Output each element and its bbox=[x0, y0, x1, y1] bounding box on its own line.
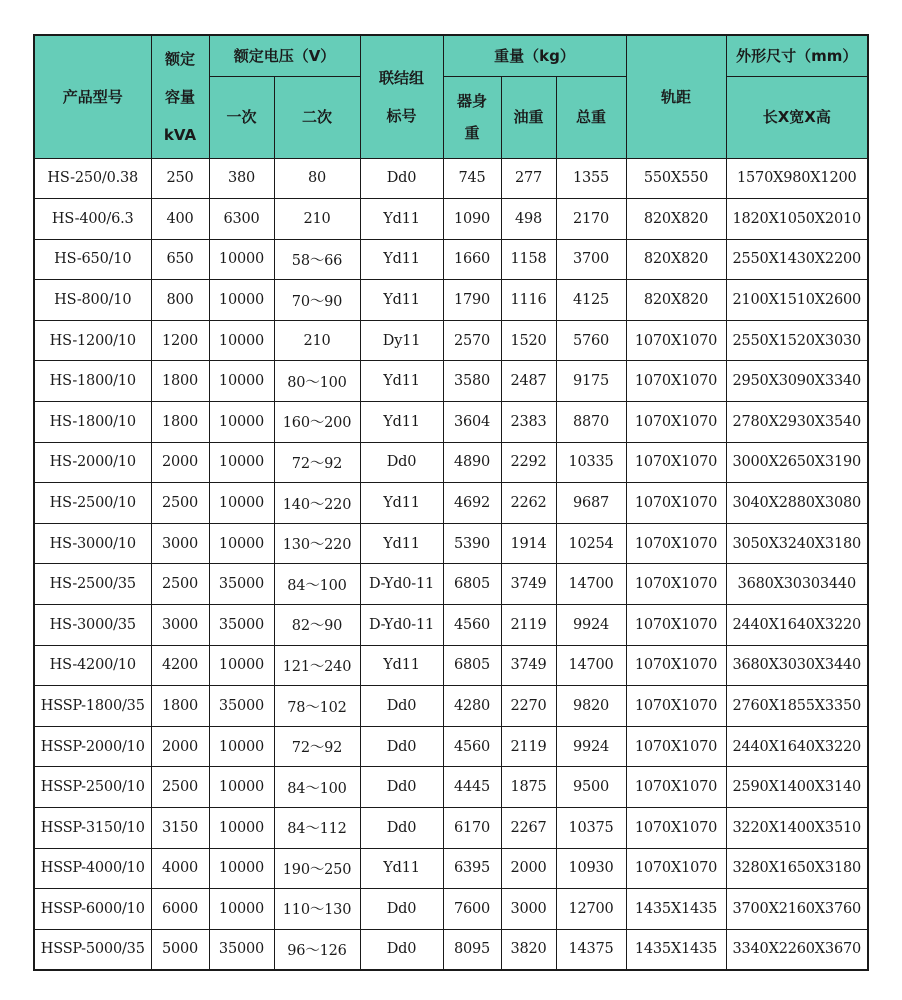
cell-model: HS-2500/35 bbox=[34, 564, 151, 605]
cell-voltage-primary: 10000 bbox=[209, 361, 274, 402]
cell-connection: Yd11 bbox=[360, 280, 443, 321]
cell-weight-total: 4125 bbox=[556, 280, 626, 321]
cell-voltage-secondary: 96～126 bbox=[274, 929, 360, 970]
cell-dims: 3340X2260X3670 bbox=[726, 929, 868, 970]
cell-weight-oil: 277 bbox=[501, 158, 556, 199]
cell-voltage-primary: 380 bbox=[209, 158, 274, 199]
cell-capacity: 1800 bbox=[151, 361, 209, 402]
header-capacity-line3: kVA bbox=[163, 125, 197, 144]
cell-gauge: 1070X1070 bbox=[626, 361, 726, 402]
cell-weight-body: 6805 bbox=[443, 645, 501, 686]
cell-model: HS-4200/10 bbox=[34, 645, 151, 686]
cell-weight-body: 4692 bbox=[443, 483, 501, 524]
cell-weight-total: 8870 bbox=[556, 402, 626, 443]
cell-voltage-primary: 35000 bbox=[209, 929, 274, 970]
cell-dims: 2440X1640X3220 bbox=[726, 605, 868, 646]
cell-weight-oil: 2119 bbox=[501, 726, 556, 767]
cell-weight-total: 12700 bbox=[556, 889, 626, 930]
cell-weight-body: 4890 bbox=[443, 442, 501, 483]
cell-voltage-primary: 10000 bbox=[209, 483, 274, 524]
cell-connection: Yd11 bbox=[360, 645, 443, 686]
cell-gauge: 1070X1070 bbox=[626, 848, 726, 889]
cell-voltage-secondary: 72～92 bbox=[274, 726, 360, 767]
cell-weight-total: 10335 bbox=[556, 442, 626, 483]
table-row bbox=[34, 442, 868, 483]
header-voltage-group: 额定电压（V） bbox=[209, 35, 360, 76]
cell-dims: 3680X3030X3440 bbox=[726, 645, 868, 686]
cell-capacity: 250 bbox=[151, 158, 209, 199]
cell-weight-body: 1090 bbox=[443, 199, 501, 240]
table-row bbox=[34, 239, 868, 280]
cell-capacity: 1800 bbox=[151, 402, 209, 443]
cell-dims: 3050X3240X3180 bbox=[726, 523, 868, 564]
cell-voltage-primary: 10000 bbox=[209, 523, 274, 564]
table-row bbox=[34, 564, 868, 605]
cell-connection: D-Yd0-11 bbox=[360, 605, 443, 646]
cell-voltage-secondary: 140～220 bbox=[274, 483, 360, 524]
cell-dims: 2950X3090X3340 bbox=[726, 361, 868, 402]
cell-gauge: 550X550 bbox=[626, 158, 726, 199]
cell-weight-total: 14700 bbox=[556, 564, 626, 605]
cell-weight-oil: 2270 bbox=[501, 686, 556, 727]
cell-voltage-secondary: 110～130 bbox=[274, 889, 360, 930]
cell-voltage-primary: 35000 bbox=[209, 605, 274, 646]
cell-gauge: 1070X1070 bbox=[626, 767, 726, 808]
cell-dims: 3040X2880X3080 bbox=[726, 483, 868, 524]
cell-voltage-secondary: 84～112 bbox=[274, 808, 360, 849]
cell-voltage-primary: 10000 bbox=[209, 808, 274, 849]
header-weight-total: 总重 bbox=[556, 76, 626, 158]
cell-model: HS-2500/10 bbox=[34, 483, 151, 524]
cell-model: HS-400/6.3 bbox=[34, 199, 151, 240]
cell-gauge: 1070X1070 bbox=[626, 726, 726, 767]
cell-connection: Yd11 bbox=[360, 848, 443, 889]
cell-weight-total: 9820 bbox=[556, 686, 626, 727]
cell-weight-oil: 2383 bbox=[501, 402, 556, 443]
cell-dims: 3700X2160X3760 bbox=[726, 889, 868, 930]
cell-voltage-secondary: 84～100 bbox=[274, 767, 360, 808]
cell-voltage-secondary: 130～220 bbox=[274, 523, 360, 564]
cell-voltage-secondary: 80～100 bbox=[274, 361, 360, 402]
cell-weight-total: 5760 bbox=[556, 320, 626, 361]
cell-gauge: 820X820 bbox=[626, 239, 726, 280]
table-row bbox=[34, 402, 868, 443]
cell-weight-oil: 1520 bbox=[501, 320, 556, 361]
header-capacity bbox=[151, 35, 209, 158]
cell-voltage-primary: 10000 bbox=[209, 280, 274, 321]
cell-weight-total: 3700 bbox=[556, 239, 626, 280]
cell-capacity: 1800 bbox=[151, 686, 209, 727]
cell-gauge: 1070X1070 bbox=[626, 564, 726, 605]
cell-weight-total: 9924 bbox=[556, 605, 626, 646]
cell-weight-body: 6395 bbox=[443, 848, 501, 889]
cell-gauge: 1070X1070 bbox=[626, 483, 726, 524]
cell-dims: 3000X2650X3190 bbox=[726, 442, 868, 483]
header-weight-body-line1: 器身 bbox=[456, 92, 487, 110]
cell-weight-total: 14700 bbox=[556, 645, 626, 686]
cell-gauge: 1435X1435 bbox=[626, 929, 726, 970]
cell-weight-body: 745 bbox=[443, 158, 501, 199]
cell-weight-total: 10930 bbox=[556, 848, 626, 889]
table-row bbox=[34, 645, 868, 686]
cell-weight-oil: 3000 bbox=[501, 889, 556, 930]
table-row bbox=[34, 726, 868, 767]
cell-weight-total: 10254 bbox=[556, 523, 626, 564]
cell-capacity: 2500 bbox=[151, 483, 209, 524]
cell-connection: Yd11 bbox=[360, 199, 443, 240]
cell-weight-body: 5390 bbox=[443, 523, 501, 564]
table-row bbox=[34, 929, 868, 970]
header-capacity-line1: 额定 bbox=[164, 49, 195, 68]
cell-connection: D-Yd0-11 bbox=[360, 564, 443, 605]
cell-voltage-secondary: 210 bbox=[274, 320, 360, 361]
cell-voltage-primary: 10000 bbox=[209, 239, 274, 280]
cell-model: HS-1800/10 bbox=[34, 361, 151, 402]
cell-voltage-secondary: 78～102 bbox=[274, 686, 360, 727]
cell-model: HSSP-4000/10 bbox=[34, 848, 151, 889]
cell-voltage-primary: 10000 bbox=[209, 402, 274, 443]
cell-dims: 3680X30303440 bbox=[726, 564, 868, 605]
header-dims-group: 外形尺寸（mm） bbox=[726, 35, 868, 76]
cell-gauge: 1070X1070 bbox=[626, 442, 726, 483]
table-row bbox=[34, 686, 868, 727]
cell-voltage-secondary: 121～240 bbox=[274, 645, 360, 686]
cell-capacity: 800 bbox=[151, 280, 209, 321]
table-row bbox=[34, 320, 868, 361]
cell-voltage-primary: 10000 bbox=[209, 645, 274, 686]
cell-weight-oil: 2292 bbox=[501, 442, 556, 483]
cell-gauge: 1070X1070 bbox=[626, 605, 726, 646]
cell-dims: 2100X1510X2600 bbox=[726, 280, 868, 321]
cell-capacity: 3000 bbox=[151, 523, 209, 564]
cell-weight-body: 4445 bbox=[443, 767, 501, 808]
table-row bbox=[34, 158, 868, 199]
table-body bbox=[34, 158, 868, 970]
cell-weight-body: 2570 bbox=[443, 320, 501, 361]
cell-model: HS-800/10 bbox=[34, 280, 151, 321]
cell-gauge: 1070X1070 bbox=[626, 808, 726, 849]
cell-dims: 2590X1400X3140 bbox=[726, 767, 868, 808]
cell-connection: Dy11 bbox=[360, 320, 443, 361]
cell-dims: 2550X1520X3030 bbox=[726, 320, 868, 361]
cell-dims: 3220X1400X3510 bbox=[726, 808, 868, 849]
cell-model: HS-1200/10 bbox=[34, 320, 151, 361]
cell-voltage-secondary: 58～66 bbox=[274, 239, 360, 280]
cell-capacity: 1200 bbox=[151, 320, 209, 361]
cell-capacity: 400 bbox=[151, 199, 209, 240]
cell-voltage-secondary: 70～90 bbox=[274, 280, 360, 321]
cell-model: HS-650/10 bbox=[34, 239, 151, 280]
cell-weight-oil: 1116 bbox=[501, 280, 556, 321]
cell-voltage-secondary: 210 bbox=[274, 199, 360, 240]
transformer-spec-table bbox=[33, 34, 869, 971]
cell-voltage-secondary: 190～250 bbox=[274, 848, 360, 889]
cell-voltage-secondary: 80 bbox=[274, 158, 360, 199]
cell-gauge: 1070X1070 bbox=[626, 686, 726, 727]
cell-weight-total: 9687 bbox=[556, 483, 626, 524]
cell-dims: 1820X1050X2010 bbox=[726, 199, 868, 240]
cell-model: HS-250/0.38 bbox=[34, 158, 151, 199]
cell-capacity: 650 bbox=[151, 239, 209, 280]
cell-connection: Dd0 bbox=[360, 889, 443, 930]
cell-gauge: 1070X1070 bbox=[626, 523, 726, 564]
cell-weight-total: 10375 bbox=[556, 808, 626, 849]
cell-capacity: 6000 bbox=[151, 889, 209, 930]
cell-model: HS-1800/10 bbox=[34, 402, 151, 443]
cell-weight-oil: 2000 bbox=[501, 848, 556, 889]
cell-dims: 1570X980X1200 bbox=[726, 158, 868, 199]
cell-weight-total: 9175 bbox=[556, 361, 626, 402]
cell-weight-total: 2170 bbox=[556, 199, 626, 240]
cell-capacity: 3000 bbox=[151, 605, 209, 646]
cell-weight-total: 9500 bbox=[556, 767, 626, 808]
cell-weight-oil: 2487 bbox=[501, 361, 556, 402]
cell-weight-body: 7600 bbox=[443, 889, 501, 930]
cell-weight-body: 4560 bbox=[443, 726, 501, 767]
cell-voltage-secondary: 72～92 bbox=[274, 442, 360, 483]
cell-weight-body: 6170 bbox=[443, 808, 501, 849]
header-weight-group: 重量（kg） bbox=[443, 35, 626, 76]
cell-weight-oil: 3820 bbox=[501, 929, 556, 970]
cell-connection: Dd0 bbox=[360, 442, 443, 483]
cell-voltage-primary: 10000 bbox=[209, 848, 274, 889]
cell-weight-oil: 2267 bbox=[501, 808, 556, 849]
table-row bbox=[34, 605, 868, 646]
cell-voltage-primary: 10000 bbox=[209, 442, 274, 483]
header-weight-body bbox=[443, 76, 501, 158]
cell-weight-oil: 3749 bbox=[501, 564, 556, 605]
cell-weight-body: 3604 bbox=[443, 402, 501, 443]
cell-model: HSSP-3150/10 bbox=[34, 808, 151, 849]
cell-capacity: 3150 bbox=[151, 808, 209, 849]
cell-model: HSSP-2000/10 bbox=[34, 726, 151, 767]
cell-voltage-primary: 10000 bbox=[209, 726, 274, 767]
cell-model: HSSP-1800/35 bbox=[34, 686, 151, 727]
cell-capacity: 2000 bbox=[151, 442, 209, 483]
cell-connection: Yd11 bbox=[360, 523, 443, 564]
header-connection-line1: 联结组 bbox=[378, 68, 424, 87]
cell-connection: Yd11 bbox=[360, 361, 443, 402]
cell-weight-oil: 1158 bbox=[501, 239, 556, 280]
cell-capacity: 5000 bbox=[151, 929, 209, 970]
cell-weight-body: 1660 bbox=[443, 239, 501, 280]
cell-voltage-secondary: 84～100 bbox=[274, 564, 360, 605]
header-gauge: 轨距 bbox=[626, 35, 726, 158]
cell-dims: 2440X1640X3220 bbox=[726, 726, 868, 767]
header-dims-sub: 长X宽X高 bbox=[726, 76, 868, 158]
table-row bbox=[34, 523, 868, 564]
header-voltage-primary: 一次 bbox=[209, 76, 274, 158]
cell-capacity: 4200 bbox=[151, 645, 209, 686]
cell-model: HSSP-6000/10 bbox=[34, 889, 151, 930]
cell-weight-body: 3580 bbox=[443, 361, 501, 402]
cell-weight-body: 6805 bbox=[443, 564, 501, 605]
cell-weight-body: 8095 bbox=[443, 929, 501, 970]
cell-voltage-primary: 10000 bbox=[209, 889, 274, 930]
cell-gauge: 1435X1435 bbox=[626, 889, 726, 930]
cell-gauge: 1070X1070 bbox=[626, 320, 726, 361]
cell-capacity: 2000 bbox=[151, 726, 209, 767]
cell-connection: Dd0 bbox=[360, 158, 443, 199]
cell-connection: Yd11 bbox=[360, 402, 443, 443]
cell-model: HS-2000/10 bbox=[34, 442, 151, 483]
cell-connection: Dd0 bbox=[360, 686, 443, 727]
cell-connection: Dd0 bbox=[360, 726, 443, 767]
cell-weight-total: 14375 bbox=[556, 929, 626, 970]
header-model: 产品型号 bbox=[34, 35, 151, 158]
cell-weight-oil: 2262 bbox=[501, 483, 556, 524]
cell-gauge: 820X820 bbox=[626, 280, 726, 321]
cell-voltage-primary: 6300 bbox=[209, 199, 274, 240]
cell-connection: Dd0 bbox=[360, 808, 443, 849]
cell-dims: 3280X1650X3180 bbox=[726, 848, 868, 889]
cell-connection: Dd0 bbox=[360, 929, 443, 970]
cell-gauge: 820X820 bbox=[626, 199, 726, 240]
cell-weight-oil: 1875 bbox=[501, 767, 556, 808]
header-connection-line2: 标号 bbox=[386, 106, 417, 125]
cell-model: HSSP-2500/10 bbox=[34, 767, 151, 808]
table-row bbox=[34, 483, 868, 524]
cell-weight-oil: 498 bbox=[501, 199, 556, 240]
header-voltage-secondary: 二次 bbox=[274, 76, 360, 158]
cell-gauge: 1070X1070 bbox=[626, 402, 726, 443]
cell-connection: Yd11 bbox=[360, 483, 443, 524]
cell-gauge: 1070X1070 bbox=[626, 645, 726, 686]
table-row bbox=[34, 280, 868, 321]
table-row bbox=[34, 361, 868, 402]
table-header bbox=[34, 35, 868, 158]
cell-connection: Yd11 bbox=[360, 239, 443, 280]
cell-model: HS-3000/10 bbox=[34, 523, 151, 564]
cell-weight-oil: 3749 bbox=[501, 645, 556, 686]
cell-voltage-primary: 35000 bbox=[209, 686, 274, 727]
header-capacity-line2: 容量 bbox=[164, 87, 195, 106]
cell-capacity: 2500 bbox=[151, 767, 209, 808]
cell-dims: 2550X1430X2200 bbox=[726, 239, 868, 280]
header-connection bbox=[360, 35, 443, 158]
cell-weight-total: 9924 bbox=[556, 726, 626, 767]
header-weight-oil: 油重 bbox=[501, 76, 556, 158]
cell-model: HSSP-5000/35 bbox=[34, 929, 151, 970]
cell-weight-oil: 2119 bbox=[501, 605, 556, 646]
cell-model: HS-3000/35 bbox=[34, 605, 151, 646]
cell-connection: Dd0 bbox=[360, 767, 443, 808]
table-row bbox=[34, 808, 868, 849]
cell-voltage-primary: 10000 bbox=[209, 767, 274, 808]
cell-weight-total: 1355 bbox=[556, 158, 626, 199]
cell-voltage-primary: 10000 bbox=[209, 320, 274, 361]
cell-weight-body: 1790 bbox=[443, 280, 501, 321]
cell-weight-oil: 1914 bbox=[501, 523, 556, 564]
table-row bbox=[34, 199, 868, 240]
cell-voltage-secondary: 82～90 bbox=[274, 605, 360, 646]
cell-voltage-primary: 35000 bbox=[209, 564, 274, 605]
table-row bbox=[34, 767, 868, 808]
cell-capacity: 4000 bbox=[151, 848, 209, 889]
table-row bbox=[34, 848, 868, 889]
table-row bbox=[34, 889, 868, 930]
cell-dims: 2760X1855X3350 bbox=[726, 686, 868, 727]
cell-capacity: 2500 bbox=[151, 564, 209, 605]
cell-dims: 2780X2930X3540 bbox=[726, 402, 868, 443]
cell-weight-body: 4560 bbox=[443, 605, 501, 646]
cell-weight-body: 4280 bbox=[443, 686, 501, 727]
cell-voltage-secondary: 160～200 bbox=[274, 402, 360, 443]
header-weight-body-line2: 重 bbox=[464, 124, 480, 142]
